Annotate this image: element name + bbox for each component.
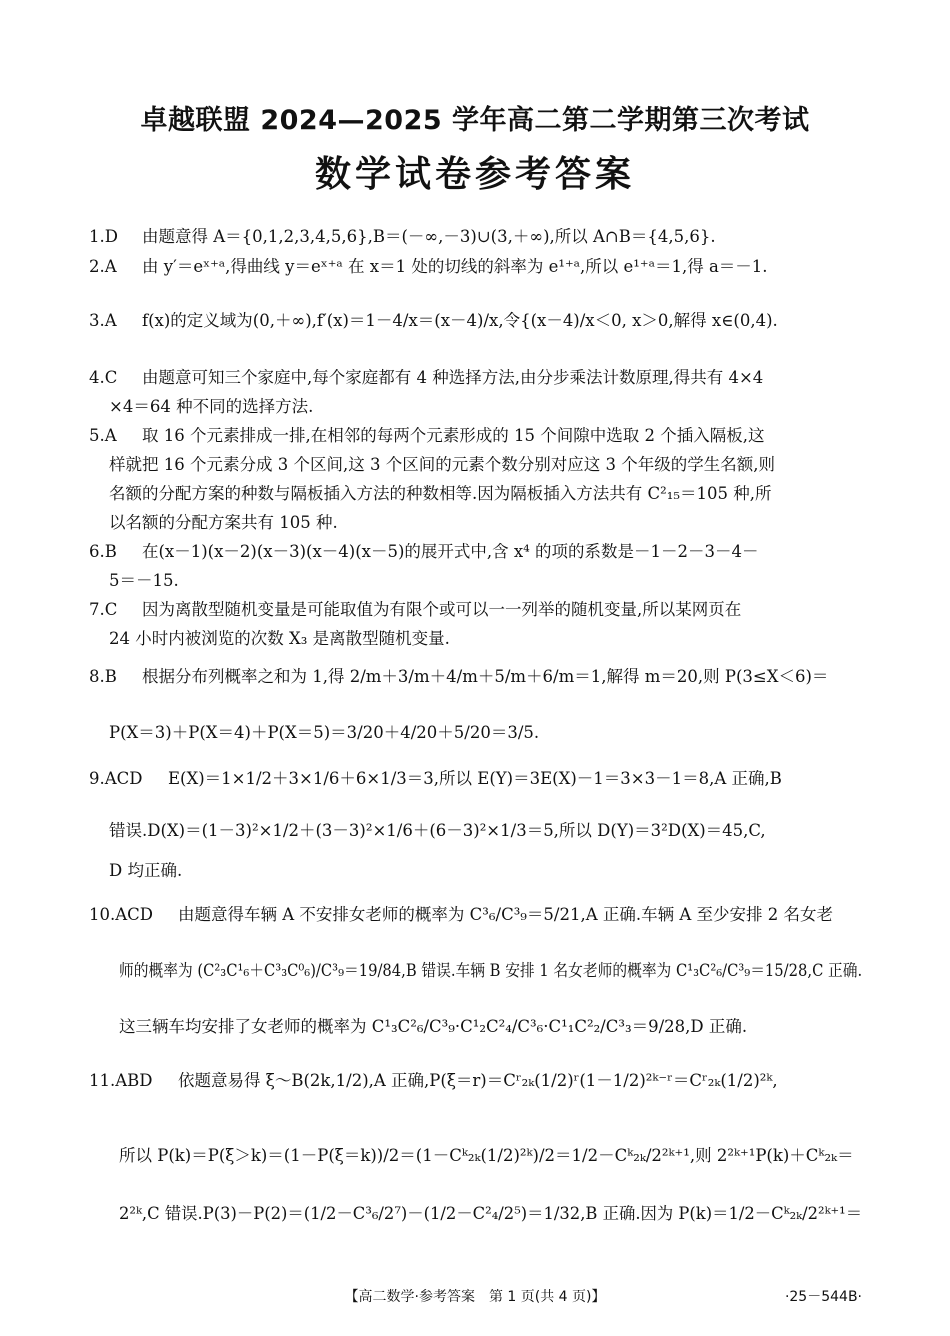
answer-number: 9.ACD (89, 769, 143, 788)
answer-number: 11.ABD (89, 1071, 153, 1090)
answer-line: 错误.D(X)＝(1－3)²×1/2＋(3－3)²×1/6＋(6－3)²×1/3＝5,所以 D(Y)＝3²D(X)＝45,C, (109, 821, 766, 840)
answer-line: 在(x－1)(x－2)(x－3)(x－4)(x－5)的展开式中,含 x⁴ 的项的系数是－1－2－3－4－ (142, 542, 759, 561)
answer-line: 所以 P(k)＝P(ξ＞k)＝(1－P(ξ＝k))/2＝(1－Cᵏ₂ₖ(1/2)²ᵏ)/2＝1/2－Cᵏ₂ₖ/2²ᵏ⁺¹,则 2²ᵏ⁺¹P(k)＋Cᵏ₂ₖ＝ (119, 1146, 854, 1165)
answer-line: E(X)＝1×1/2＋3×1/6＋6×1/3＝3,所以 E(Y)＝3E(X)－1＝3×3－1＝8,A 正确,B (168, 769, 782, 788)
answer-line: 因为离散型随机变量是可能取值为有限个或可以一一列举的随机变量,所以某网页在 (142, 600, 742, 619)
answer-line: 以名额的分配方案共有 105 种. (109, 513, 338, 532)
answer-line: 依题意易得 ξ～B(2k,1/2),A 正确,P(ξ＝r)＝Cʳ₂ₖ(1/2)ʳ(1－1/2)²ᵏ⁻ʳ＝Cʳ₂ₖ(1/2)²ᵏ, (178, 1071, 778, 1090)
answer-line: 24 小时内被浏览的次数 X₃ 是离散型随机变量. (109, 629, 450, 648)
answer-line: 取 16 个元素排成一排,在相邻的每两个元素形成的 15 个间隙中选取 2 个插入隔板,这 (142, 426, 765, 445)
answer-line: ×4＝64 种不同的选择方法. (109, 397, 314, 416)
page-title: 卓越联盟 2024—2025 学年高二第二学期第三次考试 (140, 105, 810, 136)
answer-line: 这三辆车均安排了女老师的概率为 C¹₃C²₆/C³₉·C¹₂C²₄/C³₆·C¹₁C²₂/C³₃＝9/28,D 正确. (119, 1017, 748, 1036)
answer-number: 10.ACD (89, 905, 154, 924)
answer-line: 根据分布列概率之和为 1,得 2/m＋3/m＋4/m＋5/m＋6/m＝1,解得 m＝20,则 P(3≤X＜6)＝ (142, 667, 829, 686)
answer-line: 师的概率为 (C²₃C¹₆＋C³₃C⁰₆)/C³₉＝19/84,B 错误.车辆 B 安排 1 名女老师的概率为 C¹₃C²₆/C³₉＝15/28,C 正确. (119, 961, 863, 980)
answer-line: 名额的分配方案的种数与隔板插入方法的种数相等.因为隔板插入方法共有 C²₁₅＝105 种,所 (109, 484, 772, 503)
answer-line: 由题意可知三个家庭中,每个家庭都有 4 种选择方法,由分步乘法计数原理,得共有 4×4 (142, 368, 764, 387)
answer-line: P(X＝3)＋P(X＝4)＋P(X＝5)＝3/20＋4/20＋5/20＝3/5. (109, 723, 540, 742)
answer-line: D 均正确. (109, 861, 183, 880)
answer-number: 1.D (89, 227, 118, 246)
footer-code: ·25－544B· (784, 1289, 862, 1305)
answer-line: 2²ᵏ,C 错误.P(3)－P(2)＝(1/2－C³₆/2⁷)－(1/2－C²₄/2⁵)＝1/32,B 正确.因为 P(k)＝1/2－Cᵏ₂ₖ/2²ᵏ⁺¹＝ (119, 1204, 863, 1223)
answer-number: 8.B (89, 667, 117, 686)
page-subtitle: 数学试卷参考答案 (314, 154, 635, 195)
answer-number: 3.A (89, 311, 117, 330)
answer-line: f(x)的定义域为(0,＋∞),f′(x)＝1－4/x＝(x－4)/x,令{(x－4)/x＜0, x＞0,解得 x∈(0,4). (142, 311, 778, 330)
answer-line: 由 y′＝eˣ⁺ᵃ,得曲线 y＝eˣ⁺ᵃ 在 x＝1 处的切线的斜率为 e¹⁺ᵃ,所以 e¹⁺ᵃ＝1,得 a＝－1. (142, 257, 768, 276)
answer-number: 7.C (89, 600, 118, 619)
answer-number: 2.A (89, 257, 117, 276)
answer-line: 由题意得 A＝{0,1,2,3,4,5,6},B＝(－∞,－3)∪(3,＋∞),所以 A∩B＝{4,5,6}. (142, 227, 716, 246)
answer-line: 样就把 16 个元素分成 3 个区间,这 3 个区间的元素个数分别对应这 3 个年级的学生名额,则 (109, 455, 775, 474)
answer-line: 由题意得车辆 A 不安排女老师的概率为 C³₆/C³₉＝5/21,A 正确.车辆 A 至少安排 2 名女老 (178, 905, 834, 924)
answer-line: 5＝－15. (109, 571, 179, 590)
answer-number: 6.B (89, 542, 117, 561)
footer-page-info: 【高二数学·参考答案 第 1 页(共 4 页)】 (344, 1289, 606, 1305)
answer-number: 5.A (89, 426, 117, 445)
answer-number: 4.C (89, 368, 118, 387)
